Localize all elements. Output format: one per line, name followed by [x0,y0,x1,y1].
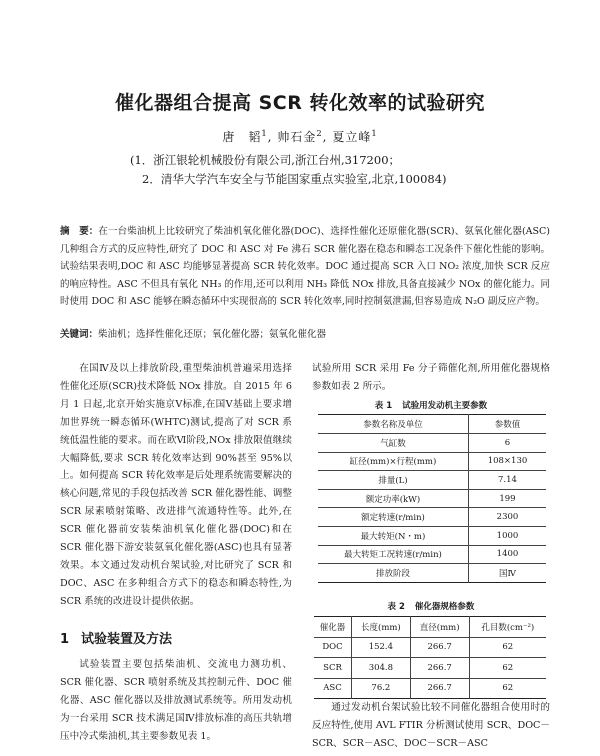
table-cell: 气缸数 [318,434,468,453]
table-cell: 266.7 [410,658,469,679]
table2-caption [312,600,550,612]
table-header-row [318,415,546,434]
table-header-cell: 催化器 [314,617,352,638]
section-heading [60,628,292,647]
table-row [318,489,546,508]
table-row [314,658,546,679]
table-row [314,678,546,699]
intro-section [60,360,292,611]
table-row [318,526,546,545]
table-cell: 266.7 [410,637,469,658]
table-header-row [314,617,546,638]
engine-parameters-table [318,414,546,583]
author-name: 唐 韬 [222,130,262,144]
table-cell: 62 [469,637,546,658]
table-header-cell: 直径(mm) [410,617,469,638]
catalyst-spec-table [314,616,546,699]
section-title: 试验装置及方法 [81,632,173,647]
table-cell: 最大转矩(N・m) [318,526,468,545]
section1-body [60,656,292,746]
section-number: 1 [60,632,70,647]
author-line: 唐 韬$^1$, 帅石金$^2$, 夏立峰$^1$ [222,128,378,144]
table-row [318,508,546,527]
table-cell: 额定功率(kW) [318,489,468,508]
table1-caption [312,399,550,411]
table-header-cell: 参数值 [468,415,546,434]
author-affil-mark: 1 [261,128,268,138]
closing-paragraph: 通过发动机台架试验比较不同催化器组合使用时的反应特性,使用 AVL FTIR 分析测试使用 SCR、DOC－SCR、SCR－ASC、DOC－SCR－ASC [312,702,550,749]
table-row [318,434,546,453]
affiliation-line: 2．清华大学汽车安全与节能国家重点实验室,北京,100084) [142,172,447,186]
table-header-cell: 长度(mm) [352,617,411,638]
table-row [318,564,546,583]
table-cell: 1000 [468,526,546,545]
keywords-text: 柴油机；选择性催化还原；氧化催化器；氨氧化催化器 [98,329,327,340]
paper-title: 催化器组合提高 SCR 转化效率的试验研究 [115,92,485,114]
author-name: 帅石金 [277,130,317,144]
keywords-label: 关键词： [60,329,99,340]
table-cell: 7.14 [468,471,546,490]
table-cell: SCR [314,658,352,679]
abstract-text: 在一台柴油机上比较研究了柴油机氧化催化器(DOC)、选择性催化还原催化器(SCR)、氨氧化催化器(ASC)几种组合方式的反应特性,研究了 DOC 和 ASC 对 Fe 沸石 SCR 催化器在稳态和瞬态工况条件下催化性能的影响。试验结果表明,DOC 和 ASC 均能够显著提高 SCR 转化效率。DOC 通过提高 SCR 入口 NO₂ 浓度,加快 SCR 反应的响应特性。ASC 不但具有氧化 NH₃ 的作用,还可以利用 NH₃ 降低 NOx 排放,具备直接减少 NOx 的催化能力。同时使用 DOC 和 ASC 能够在瞬态循环中实现很高的 SCR 转化效率,同时控制氨泄漏,但容易造成 N₂O 副反应产物。 [60,226,550,308]
table-cell: 152.4 [352,637,411,658]
author-affil-mark: 1 [371,128,378,138]
table-cell: DOC [314,637,352,658]
table-cell: 108×130 [468,452,546,471]
table-cell: 304.8 [352,658,411,679]
table-row [318,545,546,564]
intro-paragraph: 在国Ⅳ及以上排放阶段,重型柴油机普遍采用选择性催化还原(SCR)技术降低 NOx 排放。自 2015 年 6 月 1 日起,北京开始实施京Ⅴ标准,在国Ⅴ基础上要求增加世界统一瞬态循环(WHTC)测试,提高了对 SCR 系统低温性能的要求。而在欧Ⅵ阶段,NOx 排放限值继续大幅降低,要求 SCR 转化效率达到 90%甚至 95%以上。如何提高 SCR 转化效率是后处理系统需要解决的核心问题,常见的手段包括改善 SCR 催化器性能、调整 SCR 尿素喷射策略、改进排气流通特性等。此外,在 SCR 催化器前安装柴油机氧化催化器(DOC)和在 SCR 催化器下游安装氨氧化催化器(ASC)也具有显著效果。本文通过发动机台架试验,对比研究了 SCR 和 DOC、ASC 在多种组合方式下的稳态和瞬态特性,为 SCR 系统的改进设计提供依据。 [60,363,292,607]
table-cell: 最大转矩工况转速(r/min) [318,545,468,564]
table-cell: 6 [468,434,546,453]
abstract [60,223,550,311]
right-intro [312,360,550,396]
table-cell: 额定转速(r/min) [318,508,468,527]
table1-number: 表 1 [374,401,393,411]
closing-section [312,699,550,753]
table-cell: 缸径(mm)×行程(mm) [318,452,468,471]
table-header-cell: 孔目数(cm⁻²) [469,617,546,638]
affiliations [130,151,550,189]
table-cell: 1400 [468,545,546,564]
abstract-label: 摘 要： [60,226,99,237]
section1-paragraph: 试验装置主要包括柴油机、交流电力测功机、SCR 催化器、SCR 喷射系统及其控制元件、DOC 催化器、ASC 催化器以及排放测试系统等。所用发动机为一台采用 SCR 技术满足国Ⅳ排放标准的高压共轨增压中冷式柴油机,其主要参数见表 1。 [60,659,292,742]
keywords [60,326,550,343]
table1-title: 试验用发动机主要参数 [402,401,488,411]
table-cell: 排量(L) [318,471,468,490]
table-cell: 199 [468,489,546,508]
table-row [318,452,546,471]
author-name: 夏立峰 [332,130,372,144]
table2-number: 表 2 [387,602,405,612]
table2-title: 催化器规格参数 [414,602,475,612]
table-cell: ASC [314,678,352,699]
affiliation-line: (1．浙江银轮机械股份有限公司,浙江台州,317200； [130,153,401,167]
table-cell: 62 [502,683,514,694]
table-cell: 2300 [468,508,546,527]
author-affil-mark: 2 [316,128,323,138]
table-cell: 266.7 [410,678,469,699]
table-cell: 62 [469,658,546,679]
table-row [318,471,546,490]
right-intro-paragraph: 试验所用 SCR 采用 Fe 分子筛催化剂,所用催化器规格参数如表 2 所示。 [312,363,550,392]
table-row [314,637,546,658]
table-cell: 国Ⅳ [498,568,516,579]
table-header-cell: 参数名称及单位 [318,415,468,434]
table-cell: 排放阶段 [318,564,468,583]
table-cell: 76.2 [352,678,411,699]
